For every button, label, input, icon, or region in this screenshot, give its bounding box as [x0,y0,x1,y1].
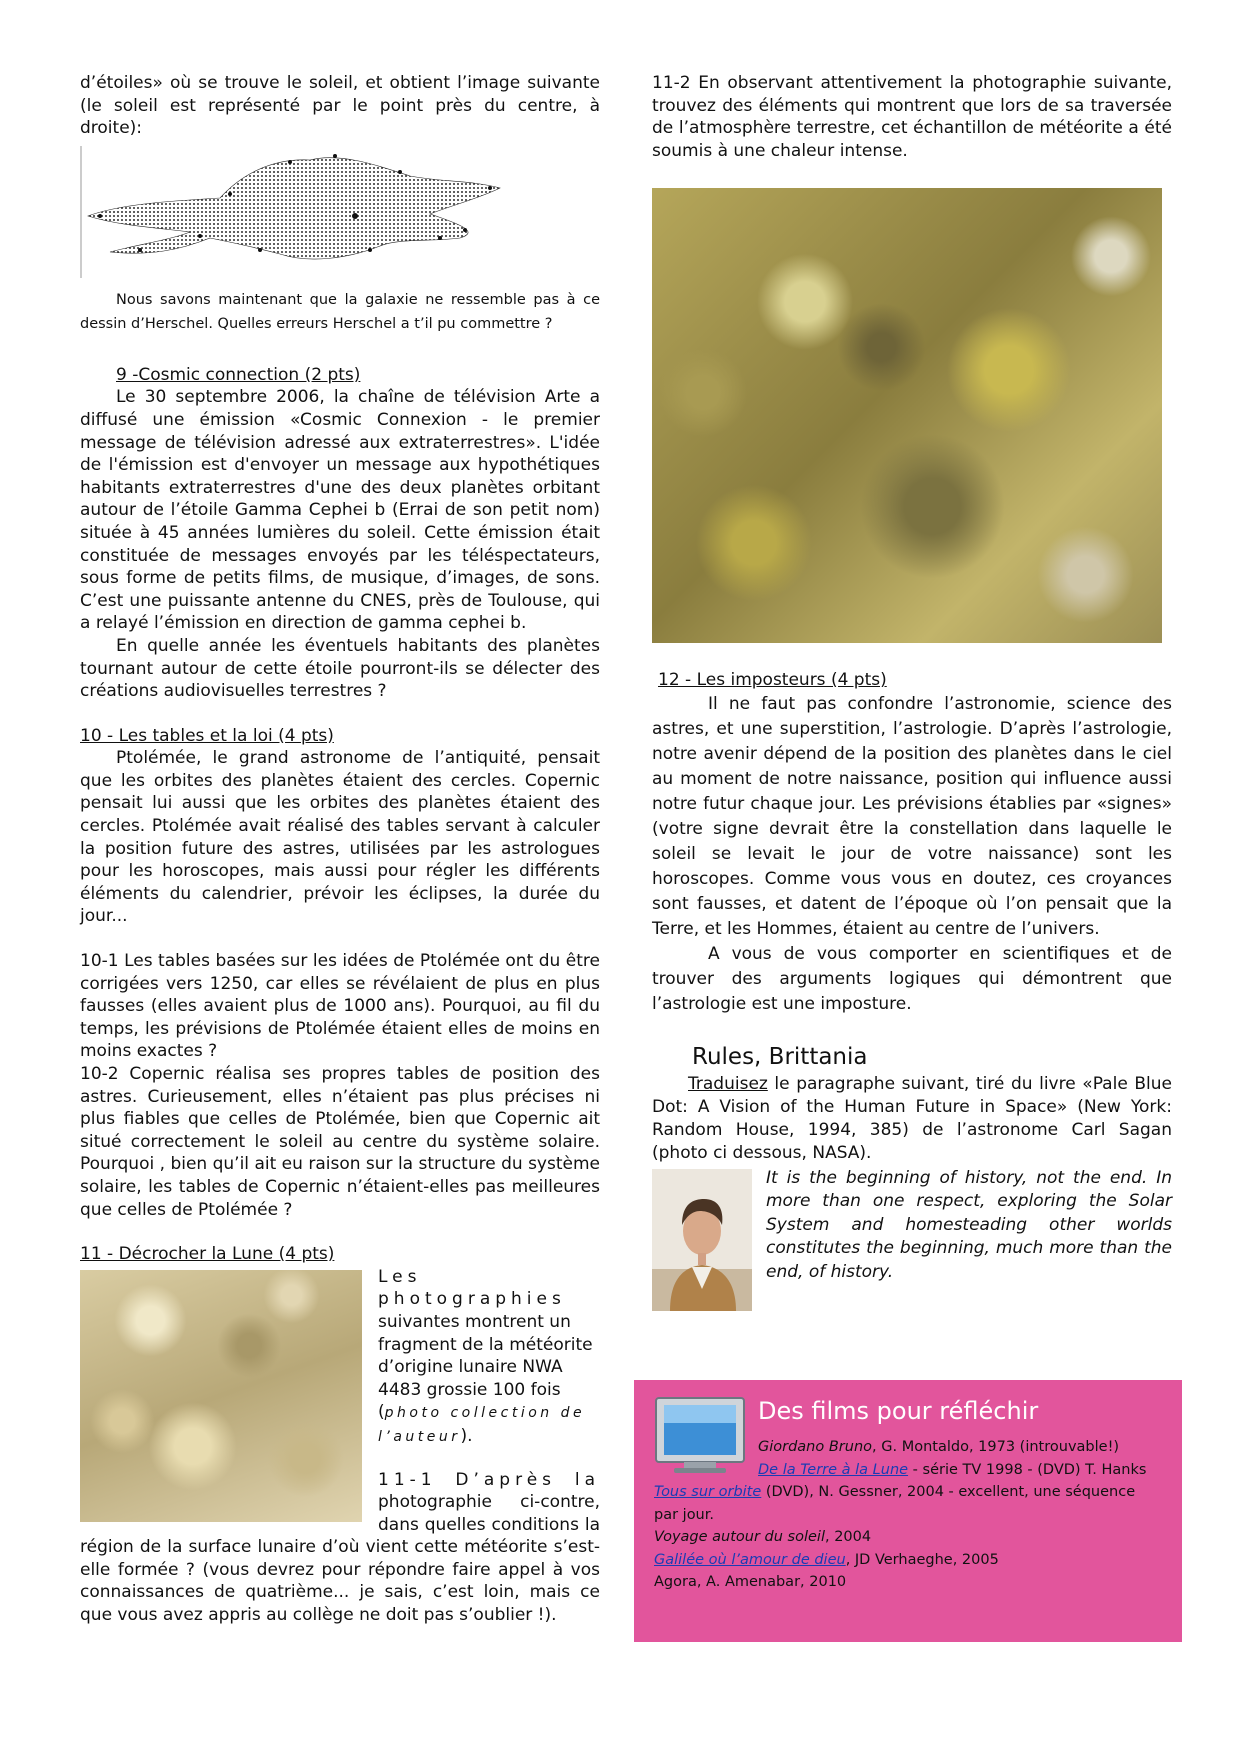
film-link-terre-lune[interactable]: De la Terre à la Lune [758,1461,909,1478]
film-details: - série TV 1998 - (DVD) T. Hanks [908,1461,1147,1478]
film-link-tous-sur-orbite[interactable]: Tous sur orbite [654,1484,762,1500]
sagan-quote-block [652,1167,1172,1285]
film-details: , JD Verhaeghe, 2005 [845,1551,999,1568]
rules-brittania-title: Rules, Brittania [692,1043,868,1070]
film-title: Voyage autour du soleil [654,1529,825,1545]
film-item [654,1481,1162,1526]
rules-paragraph: le paragraphe suivant, tiré du livre «Pale Blue Dot: A Vision of the Human Future in Space» (New York: Random House, 1994, 385) de l’astronome Carl Sagan (photo ci dessous, NASA). [652,1073,1172,1163]
intro-paragraph: d’étoiles» où se trouve le soleil, et obtient l’image suivante (le soleil est représenté par le point près du centre, à droite): [80,73,600,139]
left-column [80,72,600,1627]
translate-instruction: Traduisez [688,1073,768,1094]
film-details: (DVD), N. Gessner, 2004 - excellent, une séquence par jour. [654,1484,1136,1523]
television-icon [654,1396,746,1476]
section-10-paragraph: Ptolémée, le grand astronome de l’antiquité, pensait que les orbites des planètes étaient des cercles. Copernic pensait lui aussi que les orbites des planètes étaient des cercles. Ptolémée avait réalisé des tables servant à calculer la position future des astres, utilisées par les astrologues pour les horoscopes, mais aussi pour régler les différents éléments du calendrier, prévoir les éclipses, la durée du jour... [80,748,600,927]
photo-credit: photo collection de l’auteur [378,1405,586,1445]
film-details: , 2004 [824,1529,872,1545]
meteorite-photo-small [80,1270,362,1522]
films-box [634,1380,1182,1642]
section-12-paragraph-2: A vous de vous comporter en scientifiques et de trouver des arguments logiques qui démontrent que l’astrologie est une imposture. [652,943,1172,1014]
films-title: Des films pour réfléchir [758,1397,1039,1425]
question-10-2: 10-2 Copernic réalisa ses propres tables de position des astres. Curieusement, elles n’étaient pas plus précises ni plus fiables que celles de Ptolémée, bien que Copernic ait situé correctement le soleil au centre du système solaire. Pourquoi , bien qu’il ait eu raison sur la structure du système solaire, les tables de Copernic n’étaient-elles pas meilleures que celles de Ptolémée ? [80,1064,600,1220]
question-11-2: 11-2 En observant attentivement la photographie suivante, trouvez des éléments qui montrent que lors de sa traversée de l’atmosphère terrestre, cet échantillon de météorite a été soumis à une chaleur intense. [652,73,1172,161]
film-item: Agora, A. Amenabar, 2010 [654,1574,847,1590]
section-9-paragraph-1: Le 30 septembre 2006, la chaîne de télévision Arte a diffusé une émission «Cosmic Connexion - le premier message de télévision adressé aux extraterrestres». L'idée de l'émission est d'envoyer un message aux hypothétiques habitants extraterrestres d'une des deux planètes orbitant autour de l’étoile Gamma Cephei b (Errai de son petit nom) située à 45 années lumières du soleil. Cette émission était constituée de messages envoyés par les téléspectateurs, sous forme de petits films, de musique, d’images, de sons. C’est une puissante antenne du CNES, près de Toulouse, qui a relayé l’émission en direction de gamma cephei b. [80,387,600,634]
section-11-heading: 11 - Décrocher la Lune (4 pts) [80,1244,335,1265]
herschel-caption: Nous savons maintenant que la galaxie ne ressemble pas à ce dessin d’Herschel. Quelles erreurs Herschel a t’il pu commettre ? [80,291,600,332]
section-9-question: En quelle année les éventuels habitants des planètes tournant autour de cette étoile pourront-ils se délecter des créations audiovisuelles terrestres ? [80,635,600,702]
sagan-quote: It is the beginning of history, not the end. In more than one respect, exploring the Solar System and homesteading other worlds constitutes the beginning, much more than the end, of history. [766,1167,1172,1282]
section-9-heading: 9 -Cosmic connection (2 pts) [116,364,361,385]
section-11-block [80,1266,600,1627]
film-details: , G. Montaldo, 1973 (introuvable!) [872,1439,1120,1455]
question-11-1: photographie ci-contre, dans quelles conditions la région de la surface lunaire d’où vient cette météorite s’est-elle formée ? (vous devrez pour répondre faire appel à vos connaissances de quatrième... je sais, c’est loin, mais ce que vous avez appris au collège ne doit pas s’oublier !). [80,1492,600,1626]
section-11-paragraph: suivantes montrent un fragment de la météorite d’origine lunaire NWA 4483 grossie 100 fois ( [378,1311,593,1423]
photo-credit-close: ). [460,1425,473,1446]
carl-sagan-photo [652,1169,752,1311]
question-11-1-lead: 11-1 D’après la [378,1469,600,1490]
section-11-lead: Les photographies [378,1266,566,1310]
herschel-galaxy-drawing [80,146,560,278]
section-12-paragraph-1: Il ne faut pas confondre l’astronomie, science des astres, et une superstition, l’astrologie. D’après l’astrologie, notre avenir dépend de la position des planètes dans le ciel au moment de notre naissance, position qui influence aussi notre futur chaque jour. Les prévisions établies par «signes» (votre signe devrait être la constellation dans laquelle le soleil se levait le jour de votre naissance) sont les horoscopes. Comme vous vous en doutez, ces croyances sont fausses, et datent de l’époque où l’on pensait que la Terre, et les Hommes, étaient au centre de l’univers. [652,693,1172,939]
question-10-1: 10-1 Les tables basées sur les idées de Ptolémée ont du être corrigées vers 1250, car elles se révélaient de plus en plus fausses (elles avaient plus de 1000 ans). Pourquoi, au fil du temps, les prévisions de Ptolémée étaient elles de moins en moins exactes ? [80,951,600,1062]
film-item [654,1549,1162,1572]
film-item [654,1526,1162,1549]
right-column [652,72,1172,1315]
section-12-heading: 12 - Les imposteurs (4 pts) [658,670,887,691]
film-link-galilee[interactable]: Galilée où l’amour de dieu [654,1551,846,1568]
section-10-heading: 10 - Les tables et la loi (4 pts) [80,725,334,746]
meteorite-photo-large [652,188,1162,643]
film-title: Giordano Bruno [758,1439,873,1455]
